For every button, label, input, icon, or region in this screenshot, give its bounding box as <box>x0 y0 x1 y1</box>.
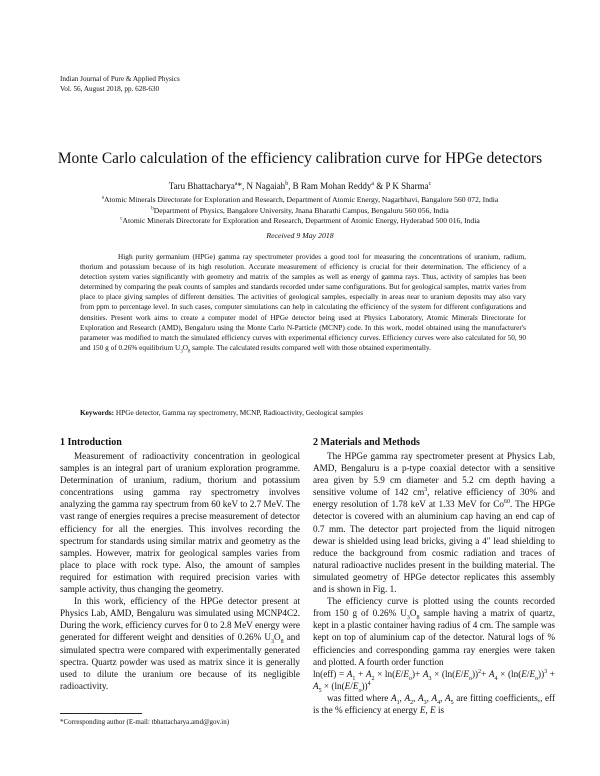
journal-header <box>60 74 180 94</box>
section-2-heading: 2 Materials and Methods <box>313 437 420 448</box>
footnote-rule <box>60 713 142 714</box>
keywords-label: Keywords: <box>80 408 115 417</box>
author-1: Taru Bhattacharya <box>168 181 235 191</box>
methods-paragraph-2: The efficiency curve is plotted using the counts recorded from 150 g of 0.26% $U_3O_8$ sample having a matrix of quartz, kept in a plastic container having radius of 4 cm. The sample was kept on top of aluminium cap of the detector. Natural logs of % efficiencies and corresponding gamma ray energies were taken and plotted. A fourth order function <box>313 596 555 667</box>
affiliation-b: $^b$Department of Physics, Bangalore University, Jnana Bharathi Campus, Bengaluru 560 056, India <box>151 205 449 215</box>
author-line: Taru Bhattacharya$^a$*, N Nagaiah$^b$, B Ram Mohan Reddy$^a$ & P K Sharma$^c$ <box>168 181 432 191</box>
intro-paragraph-1: Measurement of radioactivity concentration in geological samples is an integral part of uranium exploration programme. Determination of uranium, radium, thorium and potassium concentrations using gamma ray spectrometry involves analyzing the gamma ray spectrum from 60 keV to 2.7 MeV. The vast range of energies requires a precise measurement of detector efficiency for all the energies. This involves recording the spectrum for standards using similar matrix and geometry as the samples. However, matrix for geological samples varies from place to place with rock type. Also, the amount of samples required for estimation with required precision varies with sample activity, thus changing the geometry. <box>60 451 300 595</box>
received-date: Received 9 May 2018 <box>266 231 334 240</box>
methods-paragraph-3: was fitted where $A_1$, $A_2$, $A_3$, $A_4$, $A_5$ are fitting coefficients,, eff is the % efficiency at energy E, E is <box>313 692 556 715</box>
section-1-heading: 1 Introduction <box>60 437 122 448</box>
fitting-equation: $\ln(eff) = A_1 + A_2 \times \ln(E/E_o)+ A_3 \times (\ln(E/E_o))^2+ A_4 \times (\ln(E/E_o))^3 + A_5 \times (\ln(E/E_o))^4$ <box>313 668 555 694</box>
footnote: *Corresponding author (E-mail: tbhattacharya.amd@gov.in) <box>60 718 230 726</box>
affiliation-a: $^a$Atomic Minerals Directorate for Exploration and Research, Department of Atomic Energy, Nagarbhavi, Bangalore 560 072, India <box>101 195 499 204</box>
journal-name: Indian Journal of Pure & Applied Physics <box>60 75 180 83</box>
journal-citation: Vol. 56, August 2018, pp. 628-630 <box>60 85 160 93</box>
methods-paragraph-1: The HPGe gamma ray spectrometer present at Physics Lab, AMD, Bengaluru is a p-type coaxial detector with a sensitive area given by 5.9 cm diameter and 5.2 cm depth having a sensitive volume of 142 $cm^3$, relative efficiency of 30% and energy resolution of 1.78 keV at 1.33 MeV for Co$^{60}$. The HPGe detector is covered with an aluminium cap having an end cap of 0.7 mm. The detector part projected from the liquid nitrogen dewar is shielded using lead bricks, giving a 4" lead shielding to reduce the background from cosmic radiation and traces of natural radioactive nuclides present in the building material. The simulated geometry of HPGe detector replicates this assembly and is shown in Fig. 1. <box>313 451 555 595</box>
abstract: High purity germanium (HPGe) gamma ray spectrometer provides a good tool for measuring the concentrations of uranium, radium, thorium and potassium because of its high resolution. Accurate measurement of efficiency is crucial for their determination. The efficiency of a detection system varies significantly with geometry and matrix of the samples as well as energy of gamma rays. Thus, activity of samples has been determined by comparing the peak counts of samples and standards recorded under same configurations. But for geological samples, matrix varies from place to place giving samples of different densities. The activities of geological samples, especially in areas near to uranium deposits may also vary from ppm to percentage level. In such cases, computer simulations can help in calculating the efficiency of the system for different configurations and densities. Present work aims to create a computer model of HPGe detector being used at Physics Laboratory, Atomic Minerals Directorate for Exploration and Research (AMD), Bengaluru using the Monte Carlo N-Particle (MCNP) code. In this work, model obtained using the manufacturer's parameter was modified to match the simulated efficiency curves with experimental efficiency curves. Efficiency curves were also calculated for 50, 90 and 150 g of 0.26% equilibrium $U_3O_8$ sample. The calculated results compared well with those obtained experimentally. <box>80 252 526 355</box>
affiliations <box>0 195 600 227</box>
affiliation-c: $^c$Atomic Minerals Directorate for Exploration and Research, Department of Atomic Energy, Hyderabad 500 016, India <box>120 216 480 225</box>
author-3: , B Ram Mohan Reddy <box>288 181 372 191</box>
left-column <box>60 436 300 692</box>
paper-title: Monte Carlo calculation of the efficiency calibration curve for HPGe detectors <box>57 150 543 167</box>
keywords-text: HPGe detector, Gamma ray spectrometry, MCNP, Radioactivity, Geological samples <box>115 408 364 417</box>
author-4: & P K Sharma <box>373 181 429 191</box>
right-column <box>313 436 555 716</box>
author-2: *, N Nagaiah <box>237 181 286 191</box>
intro-paragraph-2: In this work, efficiency of the HPGe detector present at Physics Lab, AMD, Bengaluru was simulated using MCNP4C2. During the work, efficiency curves for 0 to 2.8 MeV energy were generated for different weight and densities of 0.26% $U_3O_8$ and simulated spectra were compared with experimentally generated spectra. Quartz powder was used as matrix since it is generally used to dilute the uranium ore because of its negligible radioactivity. <box>60 596 300 691</box>
keywords <box>80 408 530 417</box>
